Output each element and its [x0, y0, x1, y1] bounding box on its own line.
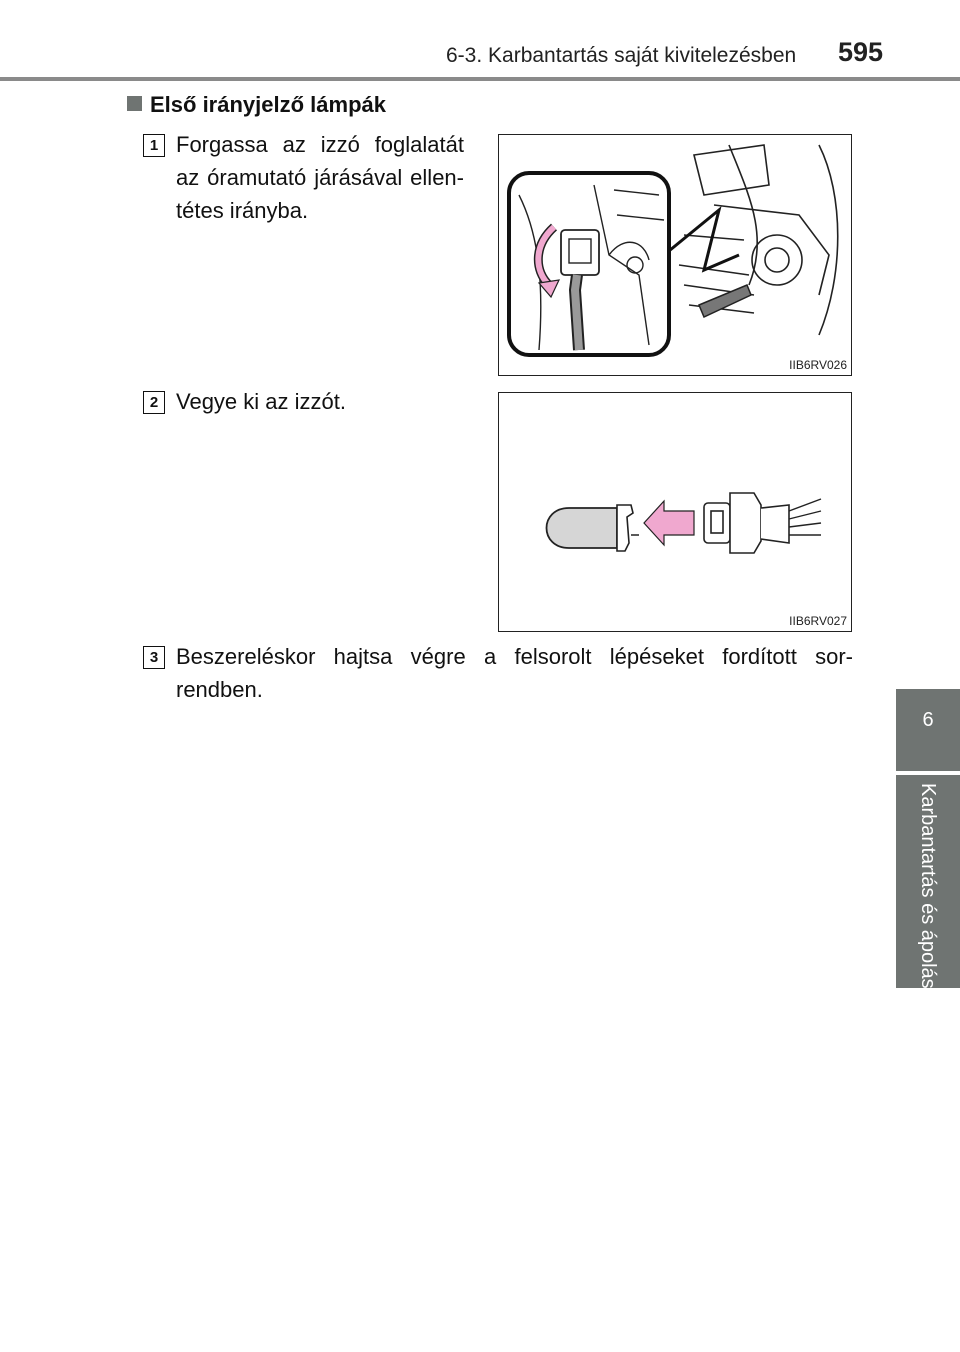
headlamp-illustration [499, 135, 850, 374]
page-number: 595 [838, 37, 884, 67]
heading-square-icon [127, 96, 142, 111]
step-badge-2: 2 [143, 391, 165, 414]
step-badge-1: 1 [143, 134, 165, 157]
header-title: 6-3. Karbantartás saját kivitelezésben [446, 44, 797, 67]
chapter-number: 6 [922, 709, 934, 731]
chapter-tab [896, 689, 960, 771]
figure-code-2: IIB6RV027 [789, 614, 847, 628]
chapter-label: Karbantartás és ápolás [917, 783, 939, 989]
step-badge-3: 3 [143, 646, 165, 669]
step-text-2: Vegye ki az izzót. [176, 389, 346, 414]
section-heading-text: Első irányjelző lámpák [150, 92, 386, 117]
figure-code-1: IIB6RV026 [789, 358, 847, 372]
bulb-removal-illustration [499, 393, 850, 630]
figure-bulb-socket [498, 134, 852, 376]
header-rule [0, 77, 960, 81]
chapter-label-tab [896, 775, 960, 988]
figure-bulb-removal [498, 392, 852, 632]
step-text-1: Forgassa az izzó foglalatát az óramutató járásával ellen-tétes irányba. [176, 132, 464, 223]
step-text-3: Beszereléskor hajtsa végre a felsorolt lépéseket fordított sor-rendben. [176, 644, 853, 702]
section-heading [127, 92, 386, 118]
